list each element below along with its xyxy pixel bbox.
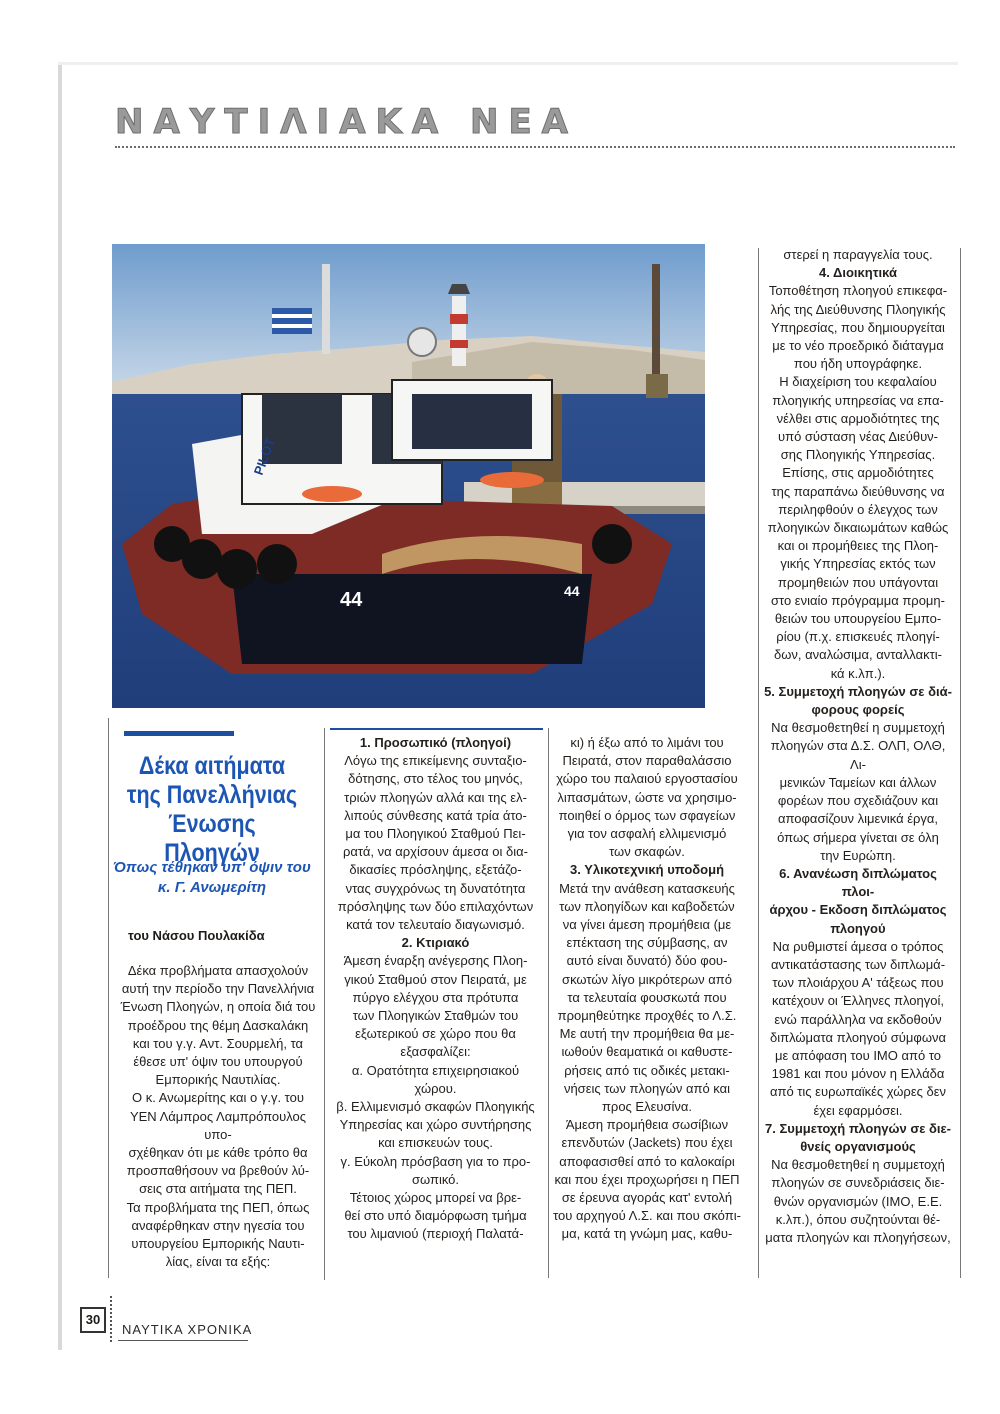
text-line: υπό σύσταση νέας Διεύθυν- [777,429,939,445]
article-subtitle-line: Όπως τέθηκαν υπ' όψιν του [113,859,311,876]
text-line: σεις στα αιτήματα της ΠΕΠ. [139,1181,297,1197]
text-line: και που έχει προχωρήσει η ΠΕΠ [554,1171,740,1187]
text-line: κατέχουν οι Έλληνες πλοηγοί, [771,993,944,1009]
text-line: σωπικό. [411,1171,460,1187]
text-line: Η διαχείριση του κεφαλαίου [779,374,937,390]
text-line: πλοηγών σε συνεδριάσεις διε- [771,1175,945,1191]
article-title-line: της Πανελλήνιας [126,781,298,809]
article-subtitle [112,858,312,898]
text-line: λίας, είναι τα εξής: [165,1254,271,1270]
section-heading: θνείς οργανισμούς [800,1138,916,1154]
text-line: με απόφαση του ΙΜΟ από το [775,1047,941,1063]
text-line: επέκταση της σύμβασης, αν [566,935,728,951]
text-line: μενικών Ταμείων και άλλων [779,774,937,790]
text-line: Υπηρεσίας, που δημιουργείται [771,319,945,335]
text-line: σχέθηκαν ότι με κάθε τρόπο θα [128,1145,308,1161]
text-line: Μετά την ανάθεση κατασκευής [559,880,735,896]
text-line: εξωτερικού σε χώρο που θα [355,1026,516,1042]
text-line: αποφασισθεί από το καλοκαίρι [559,1153,735,1169]
column-accent-bar [330,728,543,730]
text-line: προέδρου της θέμη Δασκαλάκη [127,1017,309,1033]
text-line: θνών οργανισμών (ΙΜΟ, Ε.Ε. [773,1193,943,1209]
text-line: Εμπορικής Ναυτιλίας. [155,1072,281,1088]
text-line: στο ενιαίο πρόγραμμα προμη- [770,592,945,608]
column-rule-2 [548,728,549,1278]
text-line: και οι προμήθειες της Πλοη- [777,538,939,554]
text-line: των Πλοηγικών Σταθμών του [352,1008,519,1024]
text-line: προς Ελευσίνα. [601,1099,693,1115]
article-subtitle-line: κ. Γ. Ανωμερίτη [157,879,267,896]
text-line: διπλώματα πλοηγού σύμφωνα [769,1029,947,1045]
text-line: εξασφαλίζει: [400,1044,471,1060]
text-line: Τοποθέτηση πλοηγού επικεφα- [768,283,948,299]
text-line: πύργο ελέγχου στα πρότυπα [352,989,519,1005]
text-line: 1981 και που μόνον η Ελλάδα [771,1066,945,1082]
text-line: ρήσεις από τις οδικές μετακι- [564,1062,730,1078]
title-accent-bar [124,731,234,736]
magazine-name: ΝΑΥΤΙΚΑ ΧΡΟΝΙΚΑ [122,1322,253,1337]
section-heading: 4. Διοικητικά [819,265,897,281]
text-line: Με αυτή την προμήθεια θα με- [559,1026,735,1042]
text-line: προσπαθήσουν να βρεθούν λύ- [126,1163,310,1179]
text-line: θειών του υπουργείου Εμπο- [774,611,942,627]
section-heading: 7. Συμμετοχή πλοηγών σε διε- [765,1120,951,1136]
text-line: ΥΕΝ Λάμπρος Λαμπρόπουλος υπο- [129,1108,307,1142]
text-line: κατά τον τελευταίο διαγωνισμό. [346,917,525,933]
column-rule-4 [960,248,961,1278]
text-line: Πειρατά, στον παραθαλάσσιο [562,753,732,769]
text-line: υπουργείου Εμπορικής Ναυτι- [131,1236,305,1252]
text-line: να γίνει άμεση προμήθεια (με [562,917,732,933]
section-heading: 1. Προσωπικό (πλοηγοί) [359,735,512,750]
text-line: πλοηγικής υπηρεσίας να επα- [772,392,944,408]
text-line: προμηθεύτηκε προχθές το Λ.Σ. [557,1008,737,1024]
text-line: σε έρευνα αγοράς κατ' εντολή [561,1190,733,1206]
text-line: θεί στο υπό διαμόρφωση τμήμα [344,1208,527,1224]
text-line: στερεί η παραγγελία τους. [783,247,933,262]
article-column-2 [333,734,538,1244]
text-line: μα, κατά τη γνώμη μας, καθυ- [561,1226,733,1242]
text-line: Άμεση έναρξη ανέγερσης Πλοη- [343,953,528,969]
article-title-line: Δέκα αιτήματα [138,752,286,780]
text-line: του λιμανιού (περιοχή Παλατά- [347,1226,524,1242]
pilot-boat-photo [112,244,705,708]
text-line: Υπηρεσίας και χώρο συντήρησης [339,1117,532,1133]
footer-divider [110,1296,113,1342]
text-line: χώρο του παλαιού εργοστασίου [556,771,738,787]
text-line: γ. Εύκολη πρόσβαση για το προ- [340,1153,531,1169]
text-line: από τις ευρωπαϊκές χώρες δεν [769,1084,947,1100]
article-column-1 [118,962,318,1271]
text-line: τα τελευταία φουσκωτά που [567,989,727,1005]
text-line: μα του Πλοηγικού Σταθμού Πει- [345,826,526,842]
boat-number-left: 44 [340,589,363,611]
text-line: ενώ παράλληλα να εκδοθούν [774,1011,942,1027]
article-author: του Νάσου Πουλακίδα [128,928,265,943]
section-heading: 5. Συμμετοχή πλοηγών σε διά- [764,683,952,699]
text-line: πλοηγών στα Δ.Σ. ΟΛΠ, ΟΛΘ, Λι- [770,738,946,772]
text-line: με το νέο προεδρικό διάταγμα [772,338,944,354]
column-rule-left [108,718,109,1278]
text-line: σης Πλοηγικής Υπηρεσίας. [780,447,936,463]
text-line: κά κ.λπ.). [830,665,886,681]
text-line: πλοηγικών δικαιωμάτων καθώς [767,520,949,536]
section-title: ΝΑΥΤΙΛΙΑΚΑ ΝΕΑ [115,102,578,142]
text-line: περιληφθούν ο έλεγχος των [778,501,938,517]
text-line: α. Ορατότητα επιχειρησιακού [351,1062,520,1078]
article-column-3 [552,734,742,1244]
text-line: Τέτοιος χώρος μπορεί να βρε- [349,1190,522,1206]
text-line: της παραπάνω διεύθυνσης να [771,483,945,499]
text-line: Ο κ. Ανωμερίτης και ο γ.γ. του [132,1090,304,1106]
article-title [126,752,298,868]
text-line: την Ευρώπη. [820,847,896,863]
text-line: που ήδη υπογράφηκε. [793,356,923,372]
text-line: νέλθει στις αρμοδιότητες της [776,410,940,426]
text-line: Να θεσμοθετηθεί η συμμετοχή [771,1157,945,1173]
text-line: όπως σήμερα γίνεται σε όλη [777,829,939,845]
text-line: των πλοιάρχου Α' τάξεως που [772,975,944,991]
header-divider [115,146,955,148]
text-line: λιπούς σύνθεσης κατά τρία άτο- [344,807,527,823]
text-line: έχει εφαρμόσει. [813,1102,903,1118]
text-line: δικασίες πρόσληψης, εξετάζο- [349,862,522,878]
text-line: αυτή την περίοδο την Πανελλήνια [121,981,315,997]
text-line: αποφασίζουν λιμενικά έργα, [777,811,939,827]
text-line: γικής Υπηρεσίας εκτός των [780,556,936,572]
text-line: Επίσης, στις αρμοδιότητες [782,465,934,481]
text-line: λιπασμάτων, ώστε να χρησιμο- [557,789,737,805]
text-line: Ένωση Πλοηγών, η οποία διά του [120,999,316,1015]
text-line: σκωτών λίγο μικρότερων από [562,971,732,987]
text-line: ματα πλοηγών και πλοηγήσεων, [765,1229,951,1245]
text-line: ρίου (π.χ. επισκευές πλοηγί- [776,629,940,645]
text-line: λής της Διεύθυνσης Πλοηγικής [770,301,946,317]
footer-rule [118,1340,248,1341]
column-rule-1 [324,728,325,1280]
page-edge [58,64,62,1350]
text-line: ιωθούν θεαματικά οι καθυστε- [561,1044,733,1060]
text-line: Να ρυθμιστεί άμεσα ο τρόπος [772,938,944,954]
text-line: προμηθειών που υπάγονται [777,574,939,590]
text-line: και του γ.γ. Αντ. Σουρμελή, τα [132,1035,304,1051]
text-line: ρατά, να αρχίσουν άμεσα οι δια- [343,844,528,860]
text-line: δων, αναλώσιμα, ανταλλακτι- [774,647,942,663]
boat-pilot-label: PILOT [250,435,278,478]
column-rule-3 [758,248,759,1278]
text-line: νήσεις των πλοηγών από και [563,1080,731,1096]
text-line: Δέκα προβλήματα απασχολούν [127,963,309,978]
text-line: αναφέρθηκαν στην ηγεσία του [131,1217,305,1233]
text-line: των σκαφών. [609,844,685,860]
text-line: των πλοηγίδων και καβοδετών [559,898,735,914]
article-title-line: Ένωσης Πλοηγών [164,810,260,867]
text-line: Λόγω της επικείμενης συνταξιο- [344,753,527,769]
section-heading: φορους φορείς [811,702,905,718]
text-line: ντας συγχρόνως τη δυνατότητα [345,880,526,896]
page-edge-top [58,62,958,65]
text-line: κι) ή έξω από το λιμάνι του [570,735,724,750]
text-line: Άμεση προμήθεια σωσίβιων [565,1117,729,1133]
section-heading: 6. Ανανέωση διπλώματος πλοι- [779,865,937,900]
text-line: φορέων που σχεδιάζουν και [777,793,939,809]
text-line: αυτό είναι δυνατό) δύο φου- [566,953,728,969]
text-line: πρόσληψης των δύο επιλαχόντων [337,898,534,914]
text-line: για τον ασφαλή ελλιμενισμό [567,826,727,842]
text-line: ποιηθεί ο όρμος των σφαγείων [558,807,736,823]
boat-number-right: 44 [564,583,580,599]
page-number: 30 [80,1307,106,1333]
text-line: δότησης, στο τέλος του μηνός, [348,771,523,787]
text-line: γικού Σταθμού στον Πειρατά, με [344,971,527,987]
text-line: του αρχηγού Λ.Σ. και που σκόπι- [553,1208,741,1224]
article-column-4 [762,246,954,1247]
text-line: κ.λπ.), όπου συζητούνται θέ- [775,1211,941,1227]
text-line: και επισκευών τους. [378,1135,493,1151]
text-line: επενδυτών (Jackets) που έχει [561,1135,733,1151]
section-heading: πλοηγού [830,920,886,936]
text-line: τριών πλοηγών αλλά και της ελ- [344,789,527,805]
section-heading: 3. Υλικοτεχνική υποδομή [569,862,725,878]
text-line: Τα προβλήματα της ΠΕΠ, όπως [126,1199,310,1215]
text-line: αντικατάστασης των διπλωμά- [770,956,946,972]
text-line: έθεσε υπ' όψιν του υπουργού [133,1054,303,1070]
text-line: Να θεσμοθετηθεί η συμμετοχή [771,720,945,736]
text-line: β. Ελλιμενισμό σκαφών Πλοηγικής [336,1099,535,1115]
section-heading: άρχου - Εκδοση διπλώματος [769,902,947,918]
section-heading: 2. Κτιριακό [401,935,470,951]
text-line: χώρου. [414,1080,457,1096]
